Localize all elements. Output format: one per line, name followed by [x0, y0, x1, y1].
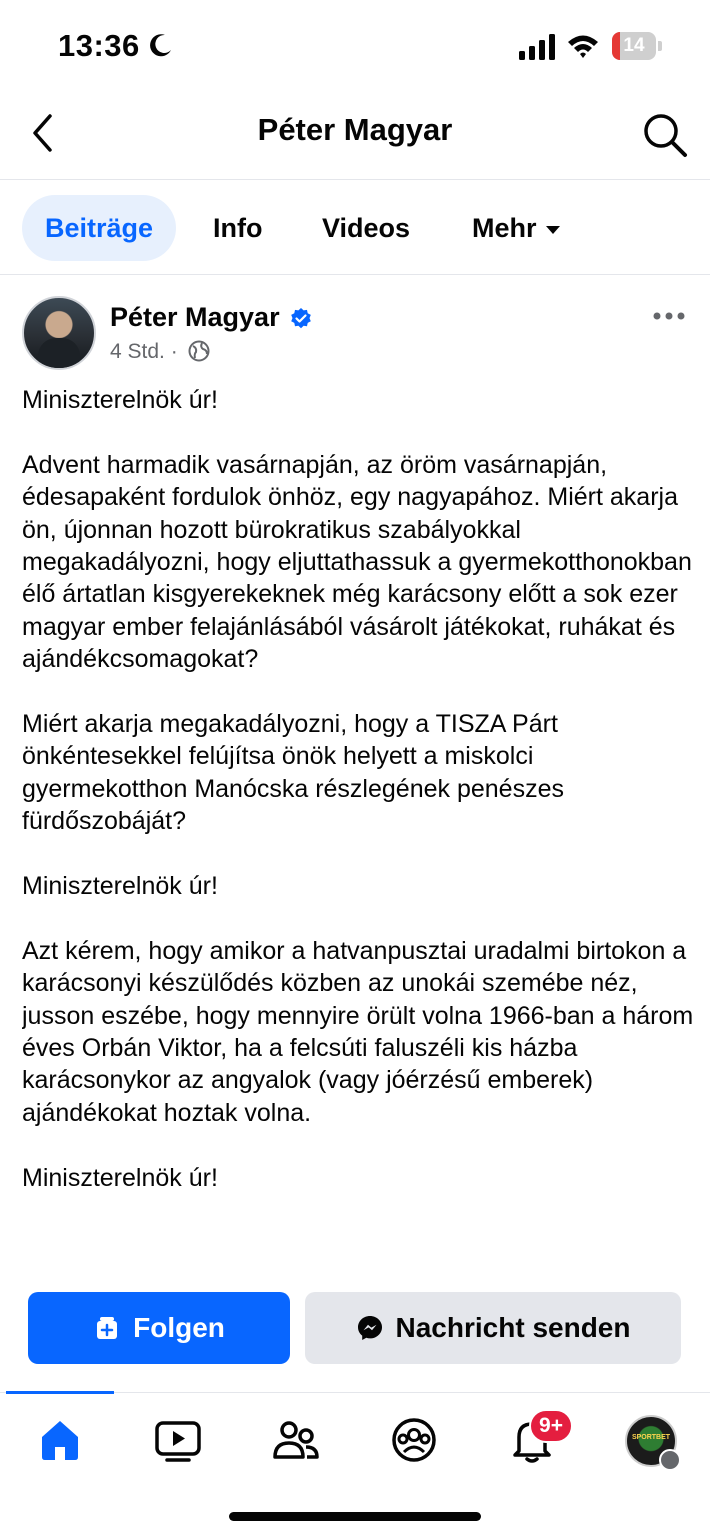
status-bar [0, 0, 710, 92]
profile-avatar[interactable] [625, 1415, 677, 1467]
tab-more-label: Mehr [472, 213, 537, 243]
video-icon[interactable] [153, 1415, 203, 1465]
tab-more[interactable] [472, 195, 561, 261]
post-paragraph: Azt kérem, hogy amikor a hatvanpusztai uradalmi birtokon a karácsonyi készülődés közben az unokái szemébe néz, jusson eszébe, hogy mennyire örült volna 1966-ban a három éves Orbán Viktor, ha a felcsúti faluszéli kis házba karácsonykor az angyalok (vagy jóérzésű emberek) ajándékokat hoztak volna. [22, 936, 694, 1127]
send-message-button[interactable] [305, 1292, 681, 1364]
post-time: 4 Std. [110, 340, 165, 363]
author-name[interactable]: Péter Magyar [110, 302, 280, 332]
verified-badge-icon [289, 307, 313, 331]
battery-icon [612, 32, 662, 60]
tab-posts[interactable]: Beiträge [22, 195, 176, 261]
globe-icon [188, 340, 210, 362]
menu-icon [659, 1449, 681, 1471]
post-paragraph: Advent harmadik vasárnapján, az öröm vasárnapján, édesapaként fordulok önhöz, egy nagyapához. Miért akarja ön, újonnan hozott bürokratikus szabályokkal megakadályozni, hogy eljuttathassuk a gyermekotthonokban élő ártatlan kisgyerekeknek még karácsony előtt a sok ezer magyar ember felajánlásából vásárolt játékokat, ruhákat és ajándékcsomagokat? [22, 450, 692, 674]
moon-icon [148, 32, 174, 58]
follow-label: Folgen [133, 1312, 225, 1343]
home-indicator [229, 1512, 481, 1521]
signal-icon [518, 34, 556, 60]
caret-down-icon [545, 225, 561, 235]
post-paragraph: Miniszterelnök úr! [22, 386, 218, 414]
battery-level: 14 [623, 35, 645, 56]
wifi-icon [566, 32, 600, 60]
tab-videos[interactable]: Videos [322, 213, 411, 243]
friends-icon[interactable] [271, 1415, 321, 1465]
post-paragraph: Miniszterelnök úr! [22, 872, 218, 901]
profile-tabs [0, 181, 710, 275]
send-message-label: Nachricht senden [395, 1312, 631, 1343]
author-avatar[interactable] [22, 296, 96, 370]
groups-icon[interactable] [389, 1415, 439, 1465]
messenger-icon [356, 1314, 384, 1342]
post-text [22, 384, 702, 1284]
more-options-icon[interactable] [652, 304, 686, 328]
action-bar [0, 1278, 710, 1388]
profile-avatar-text: SPORTBET [631, 1434, 671, 1441]
tab-info[interactable]: Info [213, 213, 263, 243]
follow-icon [93, 1314, 121, 1342]
post-paragraph: Miért akarja megakadályozni, hogy a TISZA Párt önkéntesekkel felújítsa önök helyett a miskolci gyermekotthon Manócska részlegének penészes fürdőszobáját? [22, 710, 564, 836]
follow-button[interactable] [28, 1292, 290, 1364]
nav-active-indicator [6, 1391, 114, 1394]
search-icon[interactable] [640, 110, 690, 160]
post-meta [110, 340, 210, 364]
page-header [0, 92, 710, 180]
status-time: 13:36 [58, 28, 140, 63]
home-icon[interactable] [35, 1415, 85, 1465]
page-title: Péter Magyar [257, 112, 453, 147]
notification-badge: 9+ [529, 1409, 573, 1443]
post-paragraph: Miniszterelnök úr! [22, 1163, 218, 1192]
meta-separator: · [170, 340, 178, 363]
